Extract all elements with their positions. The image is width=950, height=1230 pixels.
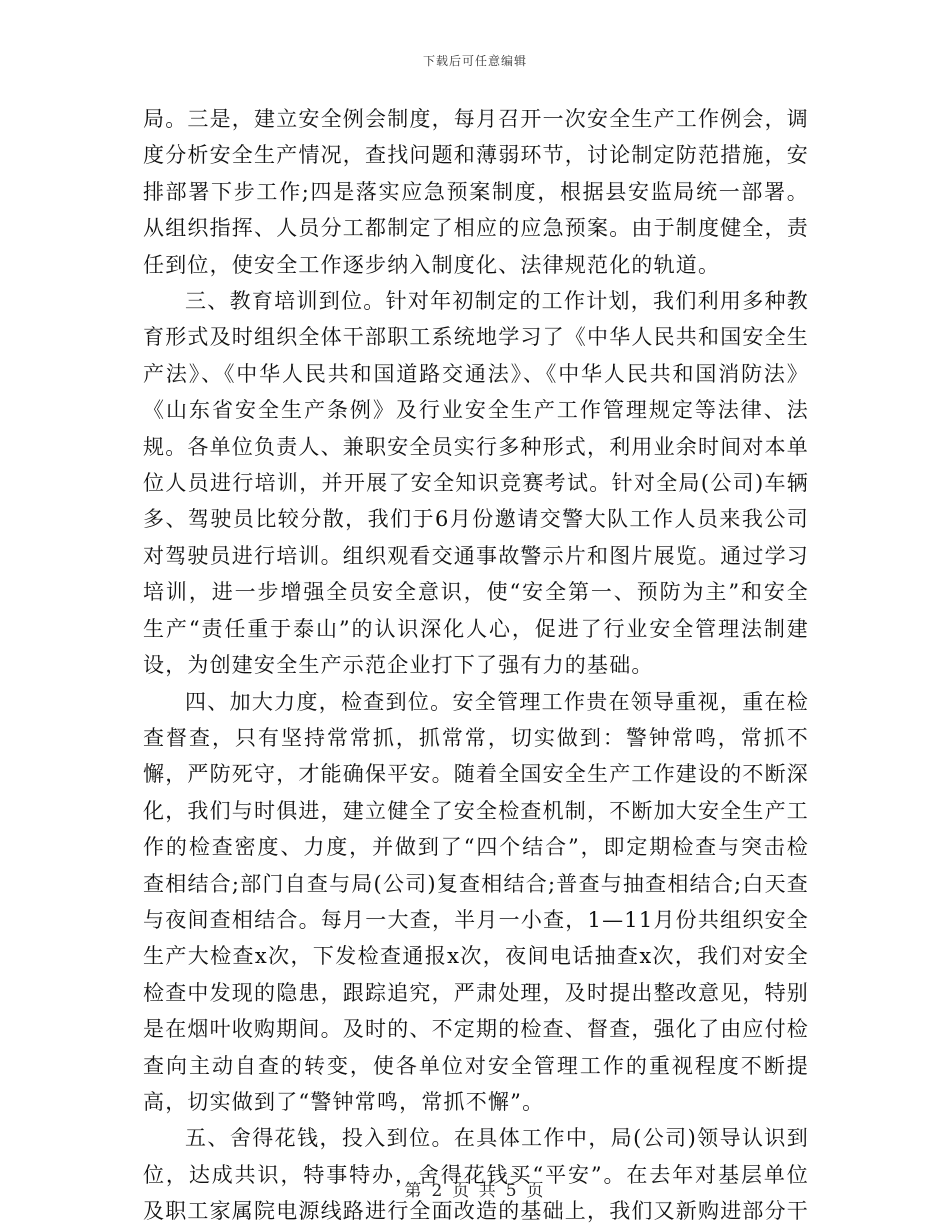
document-body (143, 101, 809, 1230)
paragraph-education-training: 三、教育培训到位。针对年初制定的工作计划，我们利用多种教育形式及时组织全体干部职工系统地学习了《中华人民共和国安全生产法》、《中华人民共和国道路交通法》、《中华人民共和国消防法》《山东省安全生产条例》及行业安全生产工作管理规定等法律、法规。各单位负责人、兼职安全员实行多种形式，利用业余时间对本单位人员进行培训，并开展了安全知识竞赛考试。针对全局(公司)车辆多、驾驶员比较分散，我们于6月份邀请交警大队工作人员来我公司对驾驶员进行培训。组织观看交通事故警示片和图片展览。通过学习培训，进一步增强全员安全意识，使“安全第一、预防为主”和安全生产“责任重于泰山”的认识深化人心，促进了行业安全管理法制建设，为创建安全生产示范企业打下了强有力的基础。 (143, 289, 809, 678)
paragraph-investment: 五、舍得花钱，投入到位。在具体工作中，局(公司)领导认识到位，达成共识，特事特办，舍得花钱买“平安”。在去年对基层单位及职工家属院电源线路进行全面改造的基础上，我们又新购进部分干 (143, 1126, 809, 1224)
total-pages-number: 5 (505, 1181, 519, 1201)
page-footer (0, 1176, 950, 1201)
current-page-number: 2 (431, 1181, 445, 1201)
paragraph-inspection: 四、加大力度，检查到位。安全管理工作贵在领导重视，重在检查督查，只有坚持常常抓，抓常常，切实做到：警钟常鸣，常抓不懈，严防死守，才能确保平安。随着全国安全生产工作建设的不断深化，我们与时俱进，建立健全了安全检查机制，不断加大安全生产工作的检查密度、力度，并做到了“四个结合”，即定期检查与突击检查相结合;部门自查与局(公司)复查相结合;普查与抽查相结合;白天查与夜间查相结合。每月一大查，半月一小查，1—11月份共组织安全生产大检查x次，下发检查通报x次，夜间电话抽查x次，我们对安全检查中发现的隐患，跟踪追究，严肃处理，及时提出整改意见，特别是在烟叶收购期间。及时的、不定期的检查、督查，强化了由应付检查向主动自查的转变，使各单位对安全管理工作的重视程度不断提高，切实做到了“警钟常鸣，常抓不懈”。 (143, 689, 809, 1114)
page-label-prefix: 第 (404, 1181, 424, 1201)
page-label-suffix: 页 (526, 1181, 546, 1201)
page-header: 下载后可任意编辑 (422, 54, 527, 68)
page-label-mid: 页 共 (452, 1181, 498, 1201)
paragraph-continued: 局。三是，建立安全例会制度，每月召开一次安全生产工作例会，调度分析安全生产情况，查找问题和薄弱环节，讨论制定防范措施，安排部署下步工作;四是落实应急预案制度，根据县安监局统一部署。从组织指挥、人员分工都制定了相应的应急预案。由于制度健全，责任到位，使安全工作逐步纳入制度化、法律规范化的轨道。 (143, 107, 809, 277)
